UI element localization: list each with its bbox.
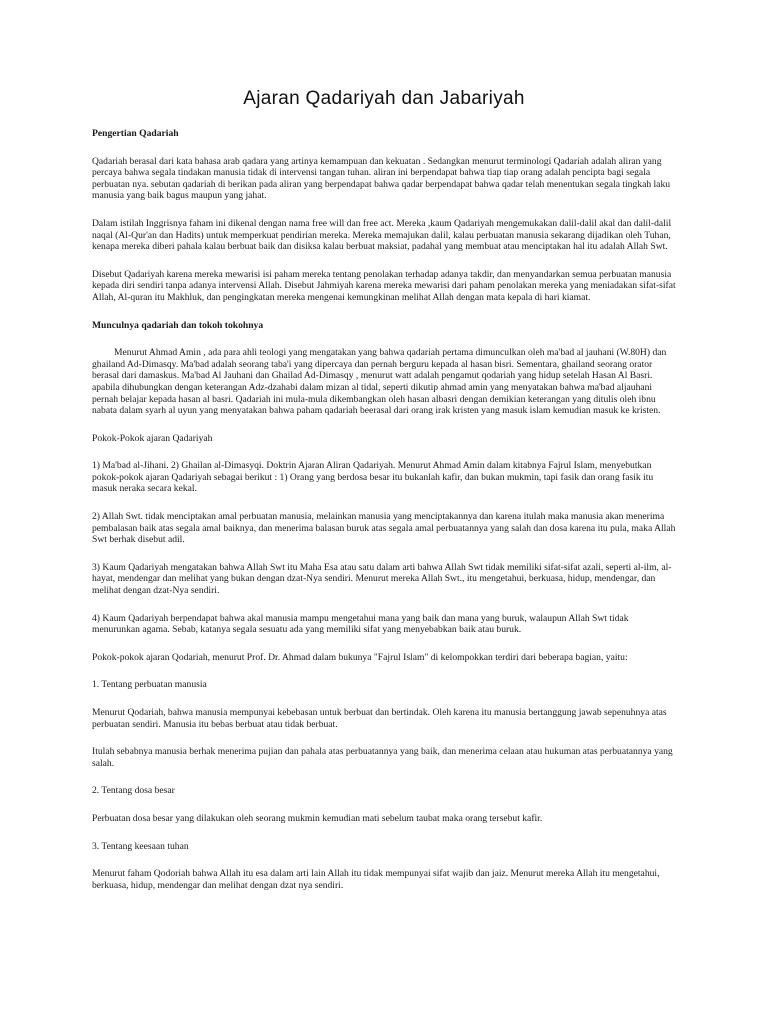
paragraph: Qadariah berasal dari kata bahasa arab qadara yang artinya kemampuan dan kekuatan . Sedangkan menurut terminologi Qadariah adalah aliran yang percaya bahwa segala tindakan manusia tidak di intervensi tangan tuhan. aliran ini berpendapat bahwa tiap tiap orang adalah pencipta bagi segala perbuatan nya. sebutan qadariah di berikan pada aliran yang berpendapat bahwa qadar berpendapat bahwa qadar telah menentukan segala tingkah laku manusia yang baik bagus maupun yang jahat. — [92, 155, 671, 202]
paragraph: 1) Ma'bad al-Jihani. 2) Ghailan al-Dimasyqi. Doktrin Ajaran Aliran Qadariyah. Menurut Ahmad Amin dalam kitabnya Fajrul Islam, menyebutkan pokok-pokok ajaran Qadariyah sebagai berikut : 1) Orang yang berdosa besar itu bukanlah kafir, dan bukan mukmin, tapi fasik dan orang fasik itu masuk neraka secara kekal. — [92, 460, 654, 495]
paragraph: 1. Tentang perbuatan manusia — [92, 679, 207, 691]
paragraph: 3) Kaum Qadariyah mengatakan bahwa Allah Swt itu Maha Esa atau satu dalam arti bahwa Allah Swt tidak memiliki sifat-sifat azali, seperti al-ilm, al-hayat, mendengar dan melihat yang bukan dengan dzat-Nya sendiri. Menurut mereka Allah Swt., itu mengetahui, berkuasa, hidup, mendengar, dan melihat dengan dzat-Nya sendiri. — [92, 561, 672, 597]
document-title: Ajaran Qadariyah dan Jabariyah — [243, 88, 525, 109]
paragraph: Disebut Qadariyah karena mereka mewarisi isi paham mereka tentang penolakan terhadap adanya takdir, dan menyandarkan semua perbuatan manusia kepada diri sendiri tanpa adanya intervensi Allah. Disebut Jahmiyah karena mereka mewarisi dari paham penolakan mereka yang meniadakan sifat-sifat Allah, Al-quran itu Makhluk, dan pengingkatan mereka mengenai kemungkinan melihat Allah dengan mata kepala di hari kiamat. — [92, 268, 676, 303]
paragraph: Menurut Ahmad Amin , ada para ahli teologi yang mengatakan yang bahwa qadariah pertama dimunculkan oleh ma'bad al jauhani (W.80H) dan ghailand Ad-Dimasqy. Ma'bad adalah seorang taba'i yang dipercaya dan pernah berguru kepada al hasan bisri. Sementara, ghailand seorang orator berasal dari damaskus. Ma'bad Al Jauhani dan Ghailad Ad-Dimasqy , menurut watt adalah pengamut qodariah yang hidup setelah Hasan Al Basri. apabila dihubungkan dengan keterangan Adz-dzahabi dalam mizan al tidal, seperti dikutip ahmad amin yang menyatakan bahwa ma'bad aljauhani pernah belajar kepada hasan al basri. Qadariah ini mula-mula dikembangkan oleh hasan albasri dengan demikian keterangan yang ditulis oleh ibnu nabata dalam syarh al uyun yang menyatakan bahwa paham qadariah beerasal dari orang irak kristen yang masuk islam kemudian masuk ke kristen. — [92, 347, 667, 417]
section-heading: Munculnya qadariah dan tokoh tokohnya — [92, 319, 264, 331]
paragraph: 4) Kaum Qadariyah berpendapat bahwa akal manusia mampu mengetahui mana yang baik dan mana yang buruk, walaupun Allah Swt tidak menurunkan agama. Sebab, katanya segala sesuatu ada yang memiliki sifat yang menyebabkan baik atau buruk. — [92, 612, 629, 636]
paragraph: Perbuatan dosa besar yang dilakukan oleh seorang mukmin kemudian mati sebelum taubat maka orang tersebut kafir. — [92, 812, 543, 824]
paragraph: 3. Tentang keesaan tuhan — [92, 840, 189, 852]
paragraph: 2) Allah Swt. tidak menciptakan amal perbuatan manusia, melainkan manusia yang menciptakannya dan karena itulah maka manusia akan menerima pembalasan baik atas segala amal baiknya, dan menerima balasan buruk atas segala amal perbuatannya yang salah dan dosa karena itu pula, maka Allah Swt berhak disebut adil. — [92, 511, 676, 546]
paragraph: Itulah sebabnya manusia berhak menerima pujian dan pahala atas perbuatannya yang baik, dan menerima celaan atau hukuman atas perbuatannya yang salah. — [92, 746, 673, 769]
paragraph: 2. Tentang dosa besar — [92, 785, 175, 797]
paragraph: Menurut Qodariah, bahwa manusia mempunyai kebebasan untuk berbuat dan bertindak. Oleh karena itu manusia bertanggung jawab sepenuhnya atas perbuatan sendiri. Manusia itu bebas berbuat atau tidak berbuat. — [92, 707, 667, 730]
section-heading: Pengertian Qadariah — [92, 128, 179, 139]
paragraph: Dalam istilah Inggrisnya faham ini dikenal dengan nama free will dan free act. Mereka ,kaum Qadariyah mengemukakan dalil-dalil akal dan dalil-dalil naqal (Al-Qur'an dan Hadits) untuk memperkuat pendirian mereka. Mereka memajukan dalil, kalau perbuatan manusia sekarang dijadikan oleh Tuhan, kenapa mereka diberi pahala kalau berbuat baik dan disiksa kalau berbuat maksiat, padahal yang membuat atau menciptakan hal itu adalah Allah Swt. — [92, 217, 672, 253]
paragraph: Pokok-Pokok ajaran Qadariyah — [92, 432, 213, 444]
paragraph: Pokok-pokok ajaran Qodariah, menurut Prof. Dr. Ahmad dalam bukunya "Fajrul Islam" di kelompokkan terdiri dari beberapa bagian, yaitu: — [92, 651, 628, 663]
paragraph: Menurut faham Qodoriah bahwa Allah itu esa dalam arti lain Allah itu tidak mempunyai sifat wajib dan jaiz. Menurut mereka Allah itu mengetahui, berkuasa, hidup, mendengar dan melihat dengan dzat nya sendiri. — [92, 868, 660, 891]
document-body — [92, 128, 676, 907]
